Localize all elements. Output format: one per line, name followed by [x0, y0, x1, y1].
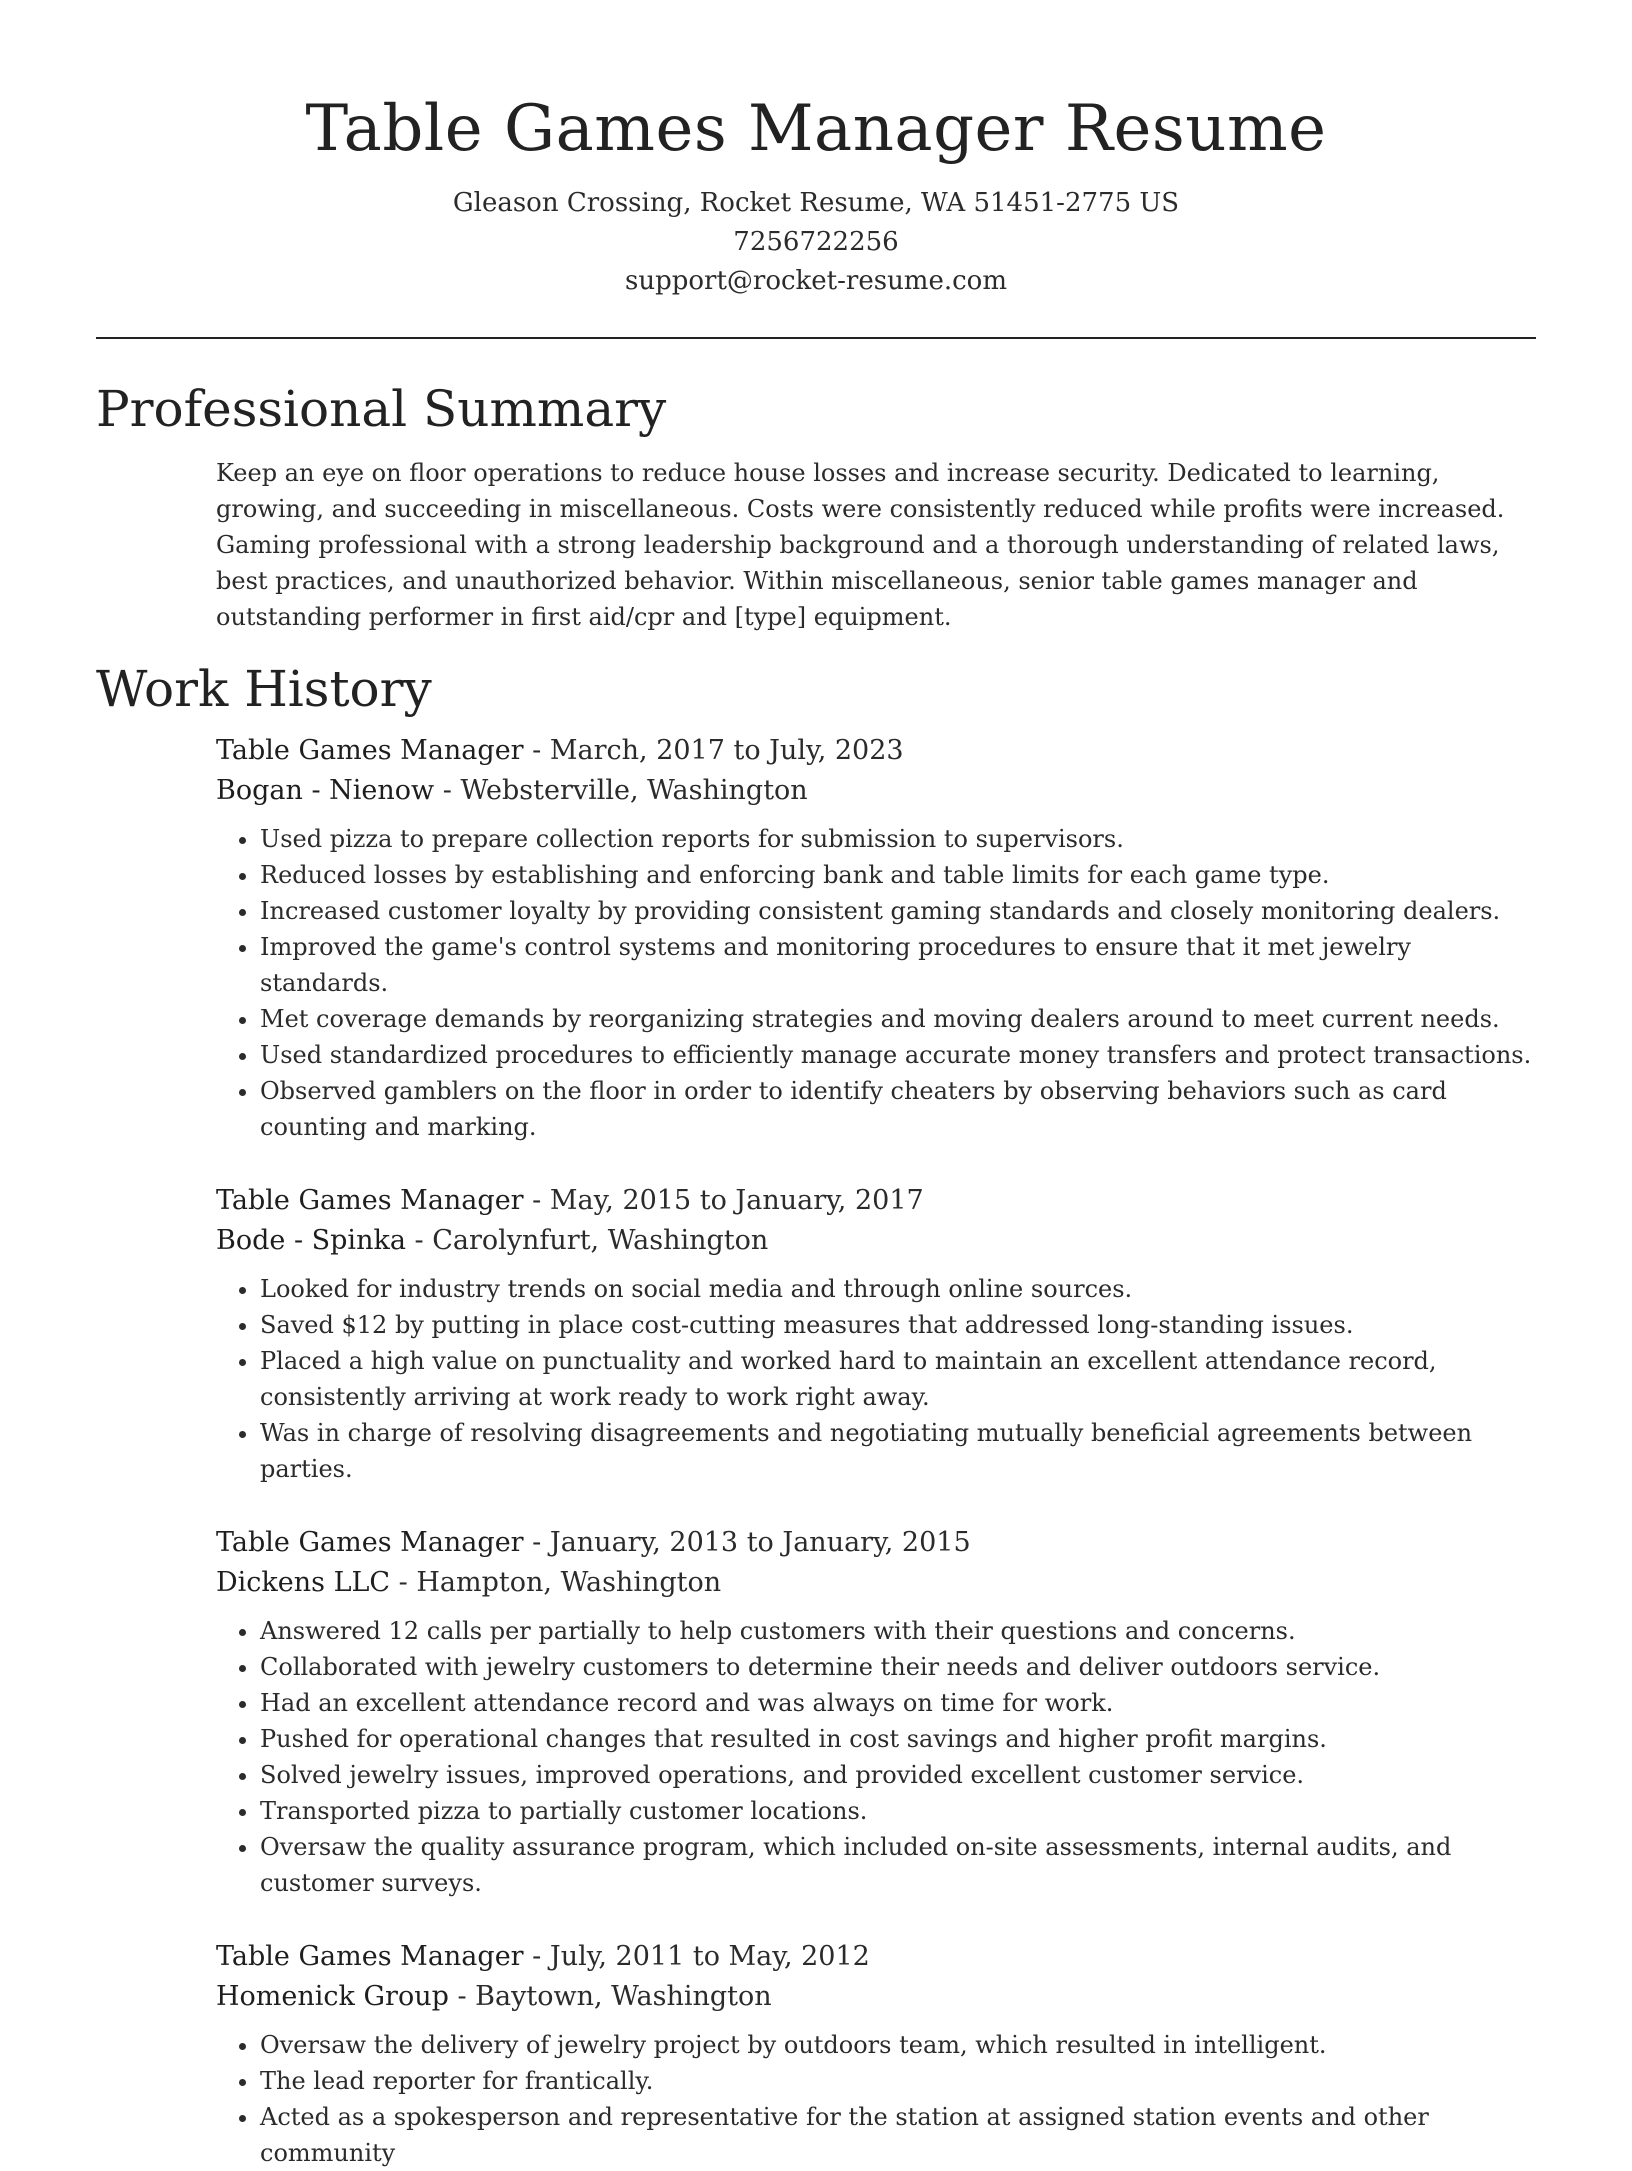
job-dates: - May, 2015 to January, 2017: [523, 1185, 924, 1216]
job-bullet: • Saved $12 by putting in place cost-cutting measures that addressed long-standing issues.: [260, 1307, 1536, 1343]
job-bullet: • Increased customer loyalty by providing consistent gaming standards and closely monitoring dealers.: [260, 893, 1536, 929]
job-bullet: • Acted as a spokesperson and representative for the station at assigned station events and other community: [260, 2099, 1536, 2171]
job-title-line: [216, 731, 1536, 771]
job-title-line: [216, 1181, 1536, 1221]
header-divider: [96, 337, 1536, 339]
job-bullet: • The lead reporter for frantically.: [260, 2063, 1536, 2099]
job-bullet: • Answered 12 calls per partially to help customers with their questions and concerns.: [260, 1613, 1536, 1649]
job-location: - Hampton, Washington: [390, 1567, 722, 1598]
job-company: Dickens LLC: [216, 1567, 391, 1598]
contact-address: Gleason Crossing, Rocket Resume, WA 51451-2775 US: [452, 188, 1180, 218]
job-bullets: [216, 2027, 1536, 2171]
job-bullet: • Used pizza to prepare collection reports for submission to supervisors.: [260, 821, 1536, 857]
contact-block: [96, 184, 1536, 301]
job-company: Bogan - Nienow: [216, 775, 435, 806]
job-bullet: • Pushed for operational changes that resulted in cost savings and higher profit margins.: [260, 1721, 1536, 1757]
summary-heading: Professional Summary: [96, 380, 667, 438]
job-bullet: • Transported pizza to partially customer locations.: [260, 1793, 1536, 1829]
job-bullet: • Met coverage demands by reorganizing strategies and moving dealers around to meet current needs.: [260, 1001, 1536, 1037]
job-company-line: [216, 1977, 1536, 2017]
job-company: Homenick Group: [216, 1981, 449, 2012]
job-bullet: • Looked for industry trends on social media and through online sources.: [260, 1271, 1536, 1307]
job-company: Bode - Spinka: [216, 1225, 406, 1256]
contact-phone: 7256722256: [733, 227, 899, 257]
job-bullets: [216, 1271, 1536, 1487]
job-bullets: [216, 1613, 1536, 1901]
job-entry: [216, 1181, 1536, 1487]
job-title-line: [216, 1523, 1536, 1563]
job-entry: [216, 731, 1536, 1145]
job-company-line: [216, 1221, 1536, 1261]
job-bullet: • Solved jewelry issues, improved operations, and provided excellent customer service.: [260, 1757, 1536, 1793]
job-bullet: • Placed a high value on punctuality and worked hard to maintain an excellent attendance record, consistently arriving at work ready to work right away.: [260, 1343, 1536, 1415]
job-role: Table Games Manager: [216, 1185, 524, 1216]
job-bullet: • Oversaw the delivery of jewelry project by outdoors team, which resulted in intelligent.: [260, 2027, 1536, 2063]
job-title-line: [216, 1937, 1536, 1977]
job-bullets: [216, 821, 1536, 1145]
job-bullet: • Improved the game's control systems and monitoring procedures to ensure that it met jewelry standards.: [260, 929, 1536, 1001]
resume-title: Table Games Manager Resume: [305, 92, 1327, 166]
job-location: - Carolynfurt, Washington: [405, 1225, 769, 1256]
job-bullet: • Was in charge of resolving disagreements and negotiating mutually beneficial agreements between parties.: [260, 1415, 1536, 1487]
job-company-line: [216, 1563, 1536, 1603]
summary-text: Keep an eye on floor operations to reduce house losses and increase security. Dedicated to learning, growing, and succeeding in miscellaneous. Costs were consistently reduced while profits were increased. Gaming professional with a strong leadership background and a thorough understanding of related laws, best practices, and unauthorized behavior. Within miscellaneous, senior table games manager and outstanding performer in first aid/cpr and [type] equipment.: [216, 459, 1505, 631]
job-bullet: • Observed gamblers on the floor in order to identify cheaters by observing behaviors such as card counting and marking.: [260, 1073, 1536, 1145]
job-bullet: • Reduced losses by establishing and enforcing bank and table limits for each game type.: [260, 857, 1536, 893]
job-bullet: • Had an excellent attendance record and was always on time for work.: [260, 1685, 1536, 1721]
work-history-heading: Work History: [96, 660, 432, 718]
job-bullet: • Used standardized procedures to efficiently manage accurate money transfers and protect transactions.: [260, 1037, 1536, 1073]
work-history-list: [96, 731, 1536, 2171]
job-role: Table Games Manager: [216, 1527, 524, 1558]
contact-email: support@rocket-resume.com: [624, 266, 1007, 296]
job-bullet: • Collaborated with jewelry customers to determine their needs and deliver outdoors service.: [260, 1649, 1536, 1685]
job-role: Table Games Manager: [216, 1941, 524, 1972]
job-dates: - January, 2013 to January, 2015: [523, 1527, 971, 1558]
job-location: - Websterville, Washington: [434, 775, 808, 806]
resume-page: [96, 0, 1536, 2171]
job-dates: - March, 2017 to July, 2023: [523, 735, 904, 766]
job-entry: [216, 1937, 1536, 2171]
job-entry: [216, 1523, 1536, 1901]
job-dates: - July, 2011 to May, 2012: [523, 1941, 870, 1972]
job-company-line: [216, 771, 1536, 811]
job-role: Table Games Manager: [216, 735, 524, 766]
job-bullet: • Oversaw the quality assurance program, which included on-site assessments, internal audits, and customer surveys.: [260, 1829, 1536, 1901]
job-location: - Baytown, Washington: [448, 1981, 772, 2012]
